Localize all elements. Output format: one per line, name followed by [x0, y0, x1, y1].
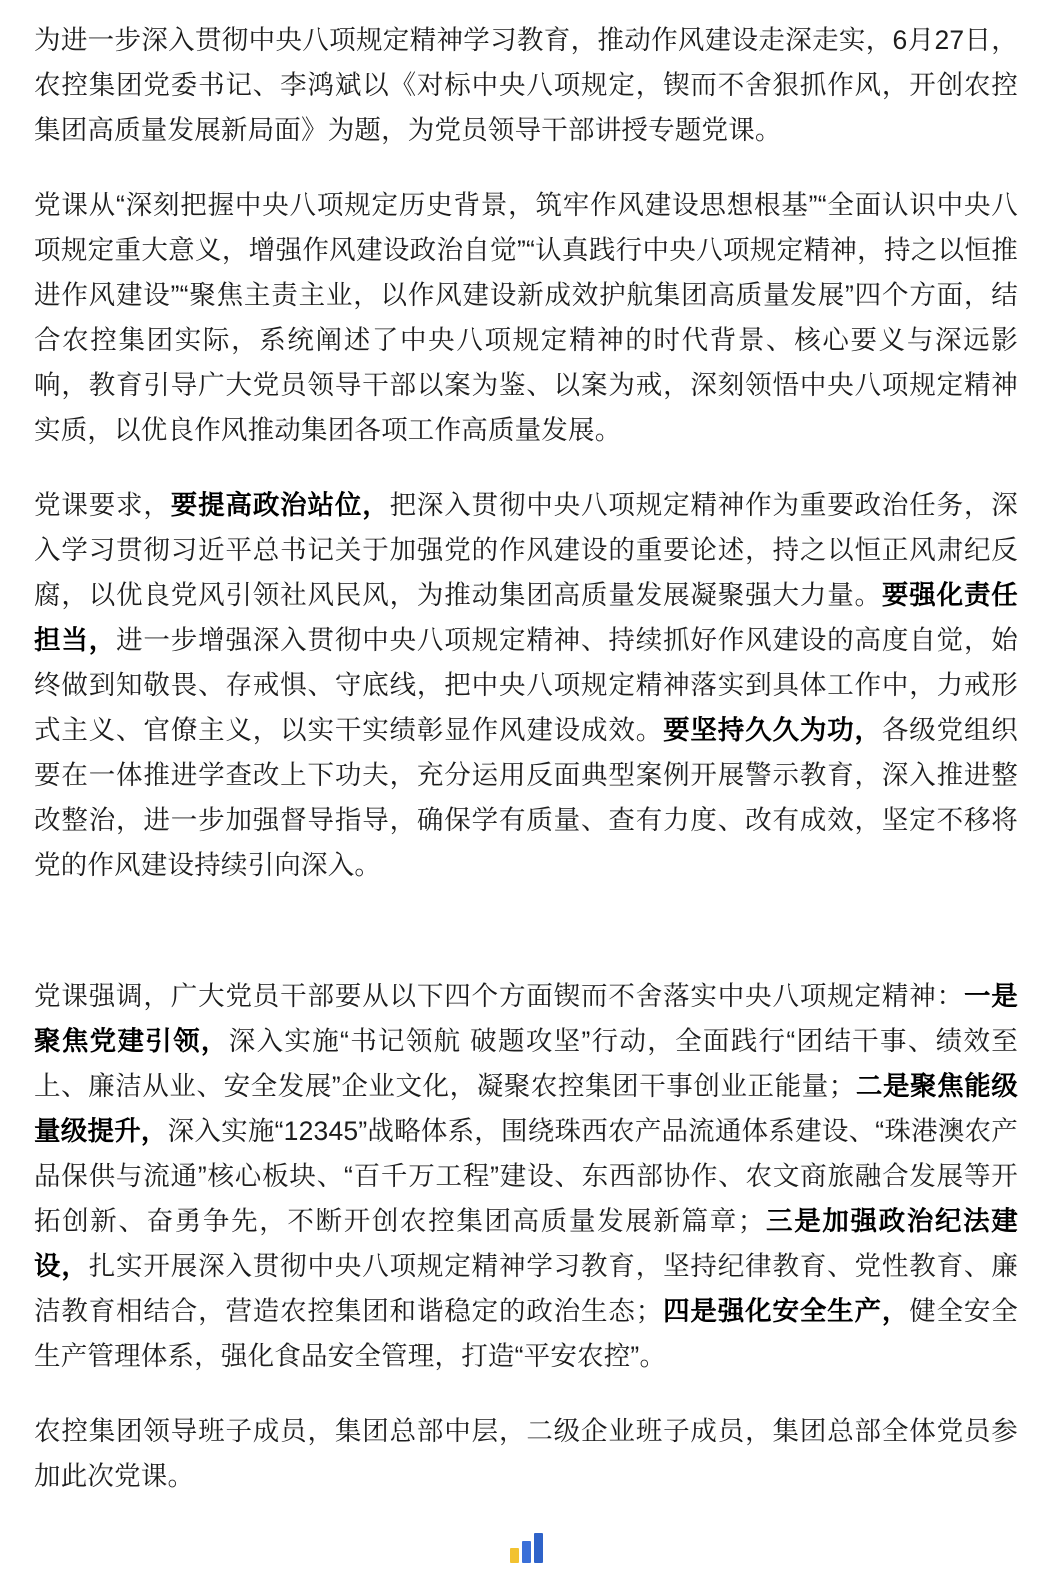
- body-text: 深入实施“12345”战略体系，围绕珠西农产品流通体系建设、“珠港澳农产品保供与流通”核心板块、“百千万工程”建设、东西部协作、农文商旅融合发展等开拓创新、奋勇争先，不断开创农控集团高质量发展新篇章；: [34, 1116, 1018, 1236]
- logo-bar-blue-tall: [534, 1533, 543, 1563]
- emphasis-text: 要提高政治站位，: [170, 490, 390, 520]
- logo-bar-yellow: [510, 1548, 519, 1563]
- paragraph: [34, 18, 1018, 153]
- body-text: 各级党组织要在一体推进学查改上下功夫，充分运用反面典型案例开展警示教育，深入推进整改整治，进一步加强督导指导，确保学有质量、查有力度、改有成效，坚定不移将党的作风建设持续引向深入。: [34, 715, 1018, 880]
- paragraph: [34, 483, 1018, 888]
- body-text: 党课要求，: [34, 490, 171, 520]
- emphasis-text: 要坚持久久为功，: [663, 715, 882, 745]
- paragraph: [34, 183, 1018, 453]
- footer-logo: [34, 1533, 1018, 1589]
- emphasis-text: 四是强化安全生产，: [662, 1296, 910, 1326]
- body-text: 党课强调，广大党员干部要从以下四个方面锲而不舍落实中央八项规定精神：: [34, 981, 964, 1011]
- body-text: 健全安全生产管理体系，强化食品安全管理，打造“平安农控”。: [34, 1296, 1018, 1371]
- emphasis-text: 要强化责任担当，: [34, 580, 1019, 655]
- body-text: 农控集团领导班子成员，集团总部中层，二级企业班子成员，集团总部全体党员参加此次党课。: [34, 1416, 1018, 1491]
- paragraph: [34, 1409, 1018, 1499]
- body-text: 扎实开展深入贯彻中央八项规定精神学习教育，坚持纪律教育、党性教育、廉洁教育相结合，营造农控集团和谐稳定的政治生态；: [34, 1251, 1018, 1326]
- body-text: 深入实施“书记领航 破题攻坚”行动，全面践行“团结干事、绩效至上、廉洁从业、安全发展”企业文化，凝聚农控集团干事创业正能量；: [34, 1026, 1018, 1101]
- emphasis-text: 二是聚焦能级量级提升，: [34, 1071, 1018, 1146]
- paragraph: [34, 974, 1018, 1379]
- bar-chart-logo-icon: [510, 1533, 543, 1563]
- paragraph-spacer: [34, 918, 1018, 974]
- body-text: 把深入贯彻中央八项规定精神作为重要政治任务，深入学习贯彻习近平总书记关于加强党的作风建设的重要论述，持之以恒正风肃纪反腐，以优良党风引领社风民风，为推动集团高质量发展凝聚强大力量。: [34, 490, 1018, 610]
- emphasis-text: 三是加强政治纪法建设，: [34, 1206, 1018, 1281]
- body-text: 党课从“深刻把握中央八项规定历史背景，筑牢作风建设思想根基”“全面认识中央八项规定重大意义，增强作风建设政治自觉”“认真践行中央八项规定精神，持之以恒推进作风建设”“聚焦主责主业，以作风建设新成效护航集团高质量发展”四个方面，结合农控集团实际，系统阐述了中央八项规定精神的时代背景、核心要义与深远影响，教育引导广大党员领导干部以案为鉴、以案为戒，深刻领悟中央八项规定精神实质，以优良作风推动集团各项工作高质量发展。: [34, 190, 1018, 445]
- document-body: [34, 18, 1018, 1499]
- logo-bar-blue-mid: [522, 1541, 531, 1563]
- emphasis-text: 一是聚焦党建引领，: [34, 981, 1018, 1056]
- body-text: 为进一步深入贯彻中央八项规定精神学习教育，推动作风建设走深走实，6月27日，农控集团党委书记、李鸿斌以《对标中央八项规定，锲而不舍狠抓作风，开创农控集团高质量发展新局面》为题，为党员领导干部讲授专题党课。: [34, 25, 1018, 145]
- body-text: 进一步增强深入贯彻中央八项规定精神、持续抓好作风建设的高度自觉，始终做到知敬畏、存戒惧、守底线，把中央八项规定精神落实到具体工作中，力戒形式主义、官僚主义，以实干实绩彰显作风建设成效。: [34, 625, 1018, 745]
